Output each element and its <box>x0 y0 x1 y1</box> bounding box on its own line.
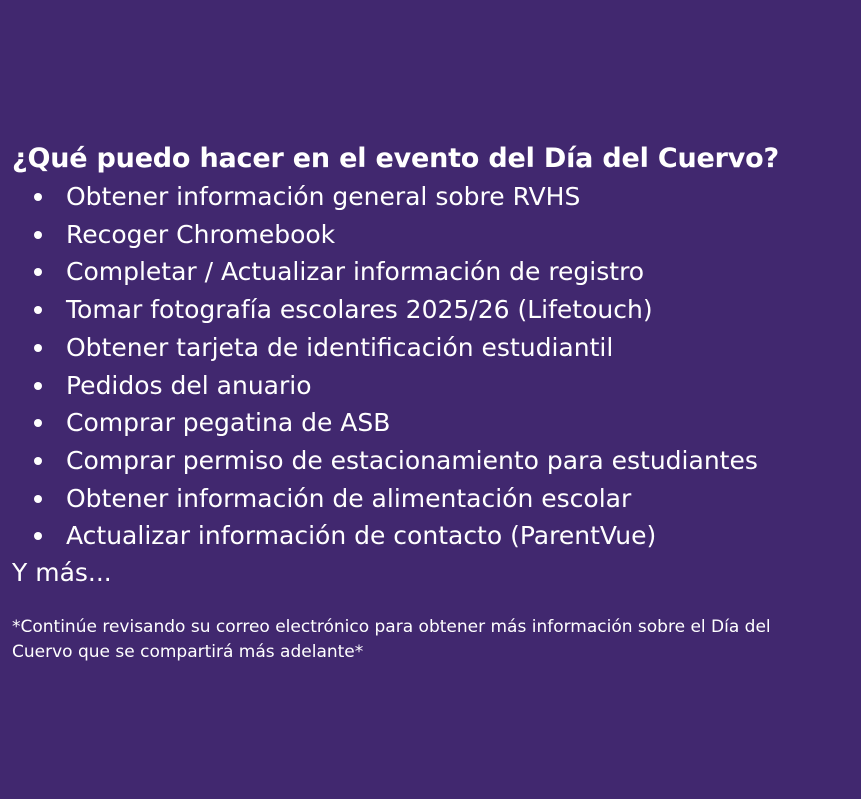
bullet-icon <box>34 382 42 390</box>
list-item <box>12 442 852 480</box>
bullet-icon <box>34 306 42 314</box>
list-item-label: Obtener tarjeta de identificación estudiantil <box>66 332 614 362</box>
bullet-icon <box>34 532 42 540</box>
list-item-label: Recoger Chromebook <box>66 219 336 249</box>
list-item <box>12 253 852 291</box>
bullet-icon <box>34 344 42 352</box>
list-item <box>12 404 852 442</box>
list-item <box>12 480 852 518</box>
list-item-label: Obtener información general sobre RVHS <box>66 182 581 211</box>
list-item <box>12 291 852 329</box>
list-item <box>12 216 852 254</box>
bullet-icon <box>34 457 42 465</box>
event-info-content <box>12 140 852 665</box>
list-item-label: Comprar permiso de estacionamiento para estudiantes <box>66 445 758 475</box>
bullet-icon <box>34 193 42 201</box>
more-text: Y más... <box>12 558 112 588</box>
list-item <box>12 367 852 405</box>
list-item-label: Comprar pegatina de ASB <box>66 408 391 438</box>
list-item <box>12 329 852 367</box>
list-item-label: Pedidos del anuario <box>66 370 312 400</box>
list-item <box>12 517 852 555</box>
bullet-icon <box>34 495 42 503</box>
footnote-text: *Continúe revisando su correo electrónico para obtener más información sobre el Día del Cuervo que se compartirá más adelante* <box>12 617 771 663</box>
bullet-icon <box>34 419 42 427</box>
activity-list <box>12 178 852 555</box>
bullet-icon <box>34 231 42 239</box>
page-title: ¿Qué puedo hacer en el evento del Día del Cuervo? <box>12 143 779 174</box>
list-item-label: Completar / Actualizar información de registro <box>66 257 645 287</box>
bullet-icon <box>34 268 42 276</box>
list-item-label: Obtener información de alimentación escolar <box>66 483 632 513</box>
list-item <box>12 178 852 216</box>
list-item-label: Tomar fotografía escolares 2025/26 (Lifetouch) <box>66 295 653 325</box>
list-item-label: Actualizar información de contacto (ParentVue) <box>66 521 657 551</box>
